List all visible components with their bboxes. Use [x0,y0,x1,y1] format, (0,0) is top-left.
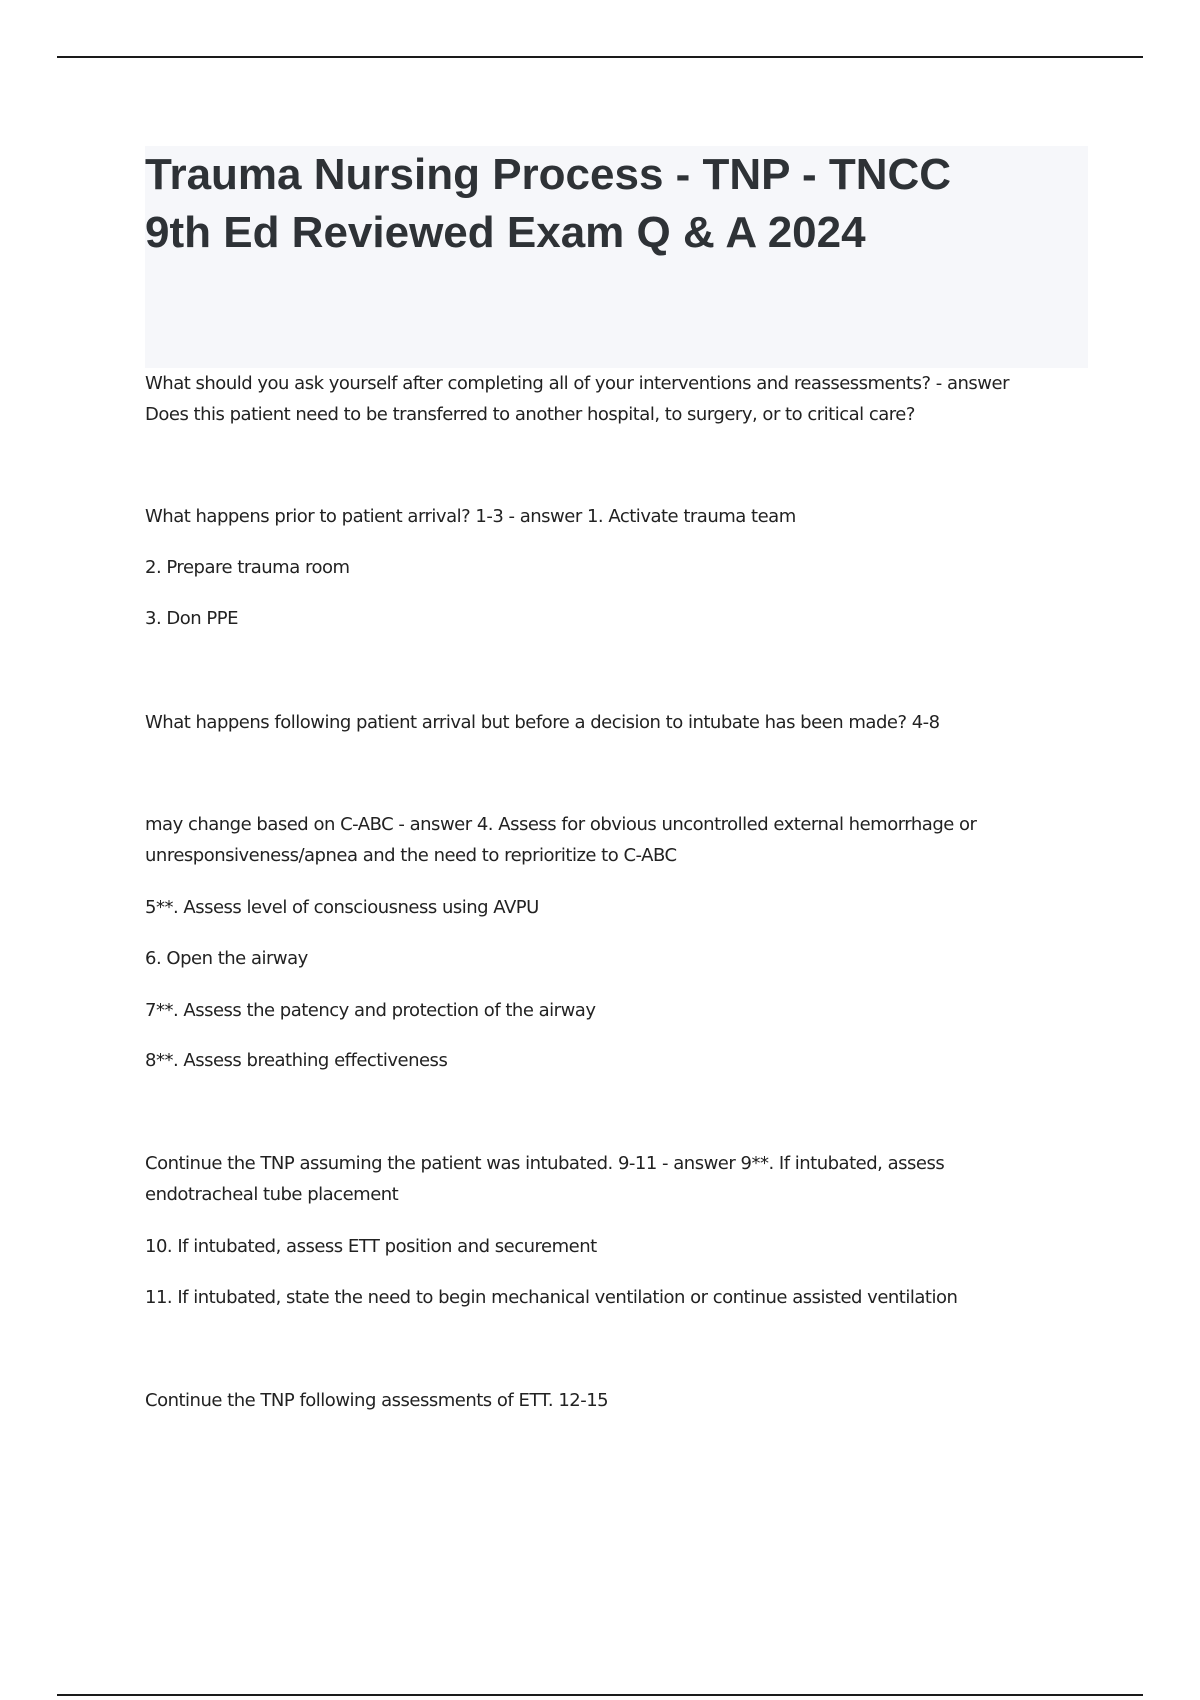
qa-paragraph [145,1148,1075,1210]
qa-paragraph [145,707,1075,738]
text-line: unresponsiveness/apnea and the need to reprioritize to C-ABC [145,845,677,866]
text-line: endotracheal tube placement [145,1184,399,1205]
list-item [145,603,1075,634]
qa-paragraph [145,501,1075,532]
text-line: 7**. Assess the patency and protection of the airway [145,1000,596,1021]
top-rule [57,56,1143,58]
list-item [145,943,1075,974]
qa-paragraph [145,368,1075,430]
text-line: 11. If intubated, state the need to begin mechanical ventilation or continue assisted ventilation [145,1287,958,1308]
text-line: 10. If intubated, assess ETT position and securement [145,1236,597,1257]
text-line: 2. Prepare trauma room [145,557,350,578]
text-line: 6. Open the airway [145,948,308,969]
text-line: Does this patient need to be transferred to another hospital, to surgery, or to critical care? [145,404,915,425]
text-line: Continue the TNP assuming the patient was intubated. 9-11 - answer 9**. If intubated, assess [145,1153,945,1174]
text-line: What happens following patient arrival but before a decision to intubate has been made? 4-8 [145,712,940,733]
document-title [145,146,1085,262]
title-line: 9th Ed Reviewed Exam Q & A 2024 [145,208,866,257]
text-line: Continue the TNP following assessments of ETT. 12-15 [145,1390,609,1411]
list-item [145,892,1075,923]
text-line: may change based on C-ABC - answer 4. Assess for obvious uncontrolled external hemorrhage or [145,814,977,835]
list-item [145,1231,1075,1262]
list-item [145,1045,1075,1076]
bottom-rule [57,1694,1143,1696]
qa-paragraph [145,809,1075,871]
text-line: What should you ask yourself after completing all of your interventions and reassessments? - answer [145,373,1009,394]
text-line: What happens prior to patient arrival? 1-3 - answer 1. Activate trauma team [145,506,796,527]
text-line: 8**. Assess breathing effectiveness [145,1050,448,1071]
qa-paragraph [145,1385,1075,1416]
list-item [145,552,1075,583]
list-item [145,1282,1075,1313]
title-block [145,146,1088,368]
title-line: Trauma Nursing Process - TNP - TNCC [145,150,952,199]
text-line: 5**. Assess level of consciousness using AVPU [145,897,539,918]
text-line: 3. Don PPE [145,608,238,629]
list-item [145,995,1075,1026]
